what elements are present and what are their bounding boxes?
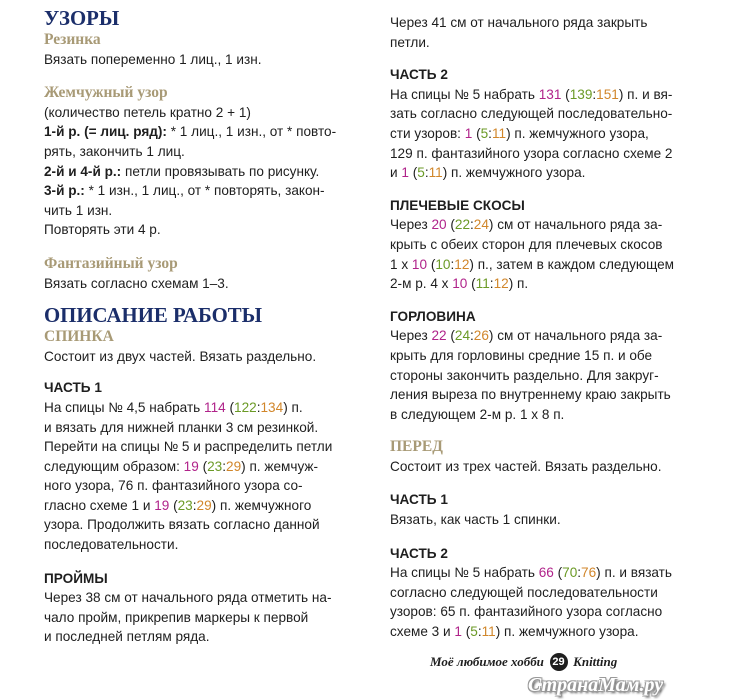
text-fragment: ) п. жемчужного bbox=[211, 497, 312, 513]
text-fragment: гласно схеме 1 и bbox=[44, 497, 155, 513]
publication-name: Моё любимое хобби bbox=[430, 654, 544, 669]
fancy-title: Фантазийный узор bbox=[44, 254, 178, 272]
shoulder-line: 2-м р. 4 x 10 (11:12) п. bbox=[390, 276, 529, 292]
shoulder-line: 1 x 10 (10:12) п., затем в каждом следующем bbox=[390, 256, 675, 272]
size-value: 23 bbox=[207, 458, 223, 474]
size-value: 12 bbox=[493, 276, 509, 292]
size-value: 26 bbox=[473, 328, 489, 344]
neck-line: стороны закончить раздельно. Для закруг- bbox=[390, 367, 659, 383]
size-value: 1 bbox=[464, 125, 473, 141]
size-value: 5 bbox=[417, 165, 425, 181]
shoulder-title: ПЛЕЧЕВЫЕ СКОСЫ bbox=[390, 197, 525, 213]
continuation-line: Через 41 см от начального ряда закрыть bbox=[390, 15, 648, 30]
size-value: 11 bbox=[475, 276, 490, 292]
back-part2-line: сти узоров: 1 (5:11) п. жемчужного узора, bbox=[390, 125, 649, 141]
front-part2-line: На спицы № 5 набрать 66 (70:76) п. и вязать bbox=[390, 565, 672, 581]
text-fragment: ) п., затем в каждом следующем bbox=[469, 256, 675, 272]
text-fragment: На спицы № 5 набрать bbox=[390, 86, 539, 102]
front-part2-line: узоров: 65 п. фантазийного узора согласно bbox=[390, 604, 663, 620]
size-value: 11 bbox=[491, 125, 507, 141]
size-value: 122 bbox=[234, 399, 257, 415]
back-part1-line: узора. Продолжить вязать согласно данной bbox=[44, 517, 320, 533]
size-value: 22 bbox=[454, 217, 471, 233]
size-value: 5 bbox=[480, 125, 489, 141]
text-fragment: 1 x bbox=[390, 256, 412, 272]
pearl-row3-label: 3-й р.: bbox=[44, 183, 85, 199]
back-part1-line: гласно схеме 1 и 19 (23:29) п. жемчужного bbox=[44, 497, 312, 513]
text-fragment: ) п. жемчужного узора. bbox=[442, 165, 586, 181]
pearl-row24 bbox=[44, 162, 384, 182]
neck-line: Через 22 (24:26) см от начального ряда за- bbox=[390, 328, 663, 344]
patterns-title: УЗОРЫ bbox=[44, 7, 120, 30]
brand-name: Knitting bbox=[573, 654, 618, 669]
page-number: 29 bbox=[550, 653, 568, 671]
front-part1-text: Вязать, как часть 1 спинки. bbox=[390, 512, 561, 528]
size-value: 22 bbox=[431, 328, 447, 344]
size-value: 5 bbox=[470, 624, 478, 640]
size-value: 134 bbox=[260, 399, 284, 415]
text-fragment: Через bbox=[390, 217, 432, 233]
size-value: 151 bbox=[596, 86, 619, 102]
back-part2-line: На спицы № 5 набрать 131 (139:151) п. и вя- bbox=[390, 86, 673, 102]
pearl-row24-text: петли провязывать по рисунку. bbox=[121, 163, 320, 179]
text-fragment: следующим образом: bbox=[44, 458, 184, 474]
front-title: ПЕРЕД bbox=[390, 438, 443, 456]
size-value: 19 bbox=[154, 497, 170, 513]
pearl-row1 bbox=[44, 122, 384, 142]
fancy-text: Вязать согласно схемам 1–3. bbox=[44, 275, 229, 291]
text-fragment: ) см от начального ряда за- bbox=[488, 217, 663, 233]
site-watermark: СтранаМам.ру bbox=[528, 674, 664, 696]
front-text: Состоит из трех частей. Вязать раздельно. bbox=[390, 458, 662, 474]
armholes-line: Через 38 см от начального ряда отметить на- bbox=[44, 590, 332, 606]
pearl-row3-cont: чить 1 изн. bbox=[44, 202, 113, 218]
pearl-row1-label: 1-й р. (= лиц. ряд): bbox=[44, 124, 167, 140]
front-part2-line: схеме 3 и 1 (5:11) п. жемчужного узора. bbox=[390, 624, 639, 640]
pearl-repeat: Повторять эти 4 р. bbox=[44, 222, 161, 238]
back-part2-line: 129 п. фантазийного узора согласно схеме 2 bbox=[390, 145, 673, 161]
text-fragment: ) п. жемчужного узора, bbox=[506, 125, 649, 141]
size-value: 10 bbox=[435, 256, 451, 272]
size-value: 29 bbox=[226, 458, 242, 474]
back-part1-line: следующим образом: 19 (23:29) п. жемчуж- bbox=[44, 458, 319, 474]
back-part2-line: зать согласно следующей последовательно- bbox=[390, 106, 673, 122]
armholes-line: и последней петлям ряда. bbox=[44, 629, 210, 645]
front-part2-title: ЧАСТЬ 2 bbox=[390, 545, 448, 561]
back-part1-line: и вязать для нижней планки 3 см резинкой. bbox=[44, 419, 319, 435]
armholes-line: чало пройм, прикрепив маркеры к первой bbox=[44, 609, 309, 625]
text-fragment: ) п. bbox=[508, 276, 529, 292]
text-fragment: ) п. жемчуж- bbox=[241, 458, 319, 474]
neck-line: крыть для горловины средние 15 п. и обе bbox=[390, 347, 653, 363]
rib-text: Вязать попеременно 1 лиц., 1 изн. bbox=[44, 51, 262, 67]
text-fragment: На спицы № 5 набрать bbox=[390, 565, 539, 581]
back-part1-title: ЧАСТЬ 1 bbox=[44, 380, 102, 396]
text-fragment: ) п. bbox=[283, 399, 303, 415]
pearl-multiple: (количество петель кратно 2 + 1) bbox=[44, 104, 251, 120]
text-fragment: ) п. и вя- bbox=[618, 86, 673, 102]
page-footer bbox=[430, 652, 730, 672]
text-fragment: ) п. жемчужного узора. bbox=[495, 624, 639, 640]
size-value: 20 bbox=[431, 217, 447, 233]
back-part2-line: и 1 (5:11) п. жемчужного узора. bbox=[390, 165, 586, 181]
size-value: 24 bbox=[454, 328, 471, 344]
back-part1-line: ного узора, 76 п. фантазийного узора со- bbox=[44, 478, 303, 494]
size-value: 1 bbox=[454, 624, 462, 640]
text-fragment: схеме 3 и bbox=[390, 624, 455, 640]
description-title: ОПИСАНИЕ РАБОТЫ bbox=[44, 304, 263, 328]
back-part1-line: последовательности. bbox=[44, 537, 179, 553]
front-part2-line: согласно следующей последовательности bbox=[390, 584, 658, 600]
size-value: 11 bbox=[481, 624, 496, 640]
neck-line: в следующем 2-м р. 1 x 8 п. bbox=[390, 406, 565, 422]
text-fragment: На спицы № 4,5 набрать bbox=[44, 399, 205, 415]
text-fragment: 2-м р. 4 x bbox=[390, 276, 453, 292]
neck-title: ГОРЛОВИНА bbox=[390, 308, 476, 324]
size-value: 114 bbox=[204, 399, 226, 415]
text-fragment: ) см от начального ряда за- bbox=[488, 328, 663, 344]
text-fragment: ) п. и вязать bbox=[596, 565, 672, 581]
armholes-title: ПРОЙМЫ bbox=[44, 570, 108, 586]
size-value: 10 bbox=[452, 276, 468, 292]
rib-title: Резинка bbox=[44, 31, 101, 48]
size-value: 11 bbox=[428, 165, 443, 181]
shoulder-line: крыть с обеих сторон для плечевых скосов bbox=[390, 236, 663, 252]
size-value: 1 bbox=[401, 165, 409, 181]
text-fragment: и bbox=[390, 165, 402, 181]
pearl-title: Жемчужный узор bbox=[44, 84, 168, 102]
back-title: СПИНКА bbox=[44, 328, 114, 346]
left-column bbox=[44, 0, 384, 647]
size-value: 131 bbox=[538, 86, 562, 102]
size-value: 24 bbox=[473, 217, 489, 233]
text-fragment: сти узоров: bbox=[390, 125, 465, 141]
back-part2-title: ЧАСТЬ 2 bbox=[390, 67, 448, 83]
back-text: Состоит из двух частей. Вязать раздельно. bbox=[44, 348, 317, 364]
back-part1-line: На спицы № 4,5 набрать 114 (122:134) п. bbox=[44, 399, 303, 415]
size-value: 12 bbox=[454, 256, 470, 272]
pearl-row1-text: * 1 лиц., 1 изн., от * повто- bbox=[166, 124, 337, 140]
right-column bbox=[390, 0, 726, 642]
pearl-row24-label: 2-й и 4-й р.: bbox=[44, 163, 122, 179]
size-value: 23 bbox=[177, 497, 193, 513]
back-part1-line: Перейти на спицы № 5 и распределить петли bbox=[44, 439, 333, 455]
size-value: 139 bbox=[569, 86, 593, 102]
size-value: 70 bbox=[562, 565, 578, 581]
text-fragment: Через bbox=[390, 328, 432, 344]
continuation-line: петли. bbox=[390, 34, 430, 50]
pearl-row3 bbox=[44, 181, 384, 201]
pearl-row1-cont: рять, закончить 1 лиц. bbox=[44, 143, 185, 159]
size-value: 66 bbox=[538, 565, 554, 581]
shoulder-line: Через 20 (22:24) см от начального ряда за- bbox=[390, 217, 663, 233]
pearl-row3-text: * 1 изн., 1 лиц., от * повторять, закон- bbox=[84, 183, 325, 199]
size-value: 19 bbox=[183, 458, 199, 474]
size-value: 10 bbox=[411, 256, 428, 272]
front-part1-title: ЧАСТЬ 1 bbox=[390, 492, 448, 508]
size-value: 29 bbox=[196, 497, 212, 513]
size-value: 76 bbox=[581, 565, 597, 581]
neck-line: ления выреза по внутреннему краю закрыть bbox=[390, 387, 671, 403]
